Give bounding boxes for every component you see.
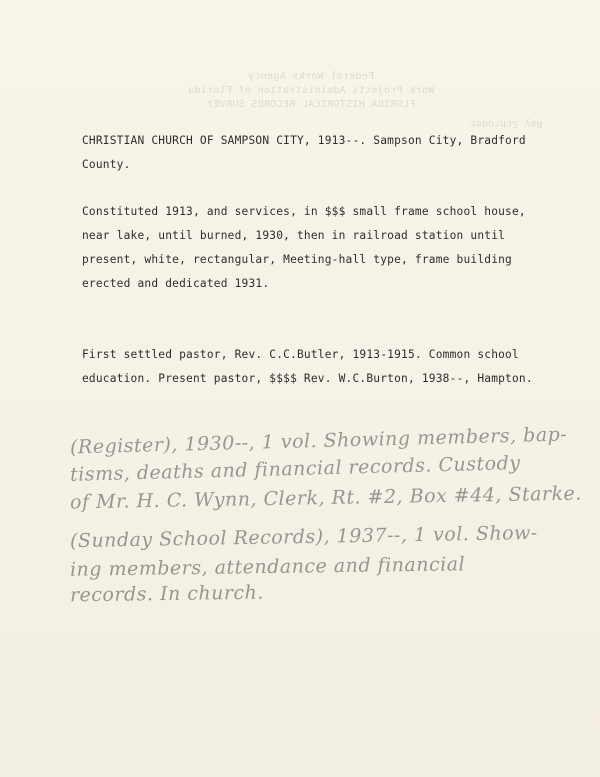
bleed-through-name: Roy Schroder [470, 118, 543, 129]
para3-line-1: First settled pastor, Rev. C.C.Butler, 1913-1915. Common school [82, 348, 519, 361]
handwritten-line-6: records. In church. [69, 581, 265, 607]
para2-line-2: near lake, until burned, 1930, then in railroad station until [82, 229, 506, 242]
para2-line-1: Constituted 1913, and services, in $$$ small frame school house, [82, 205, 526, 218]
para2-line-3: present, white, rectangular, Meeting-hall type, frame building [82, 253, 512, 266]
handwritten-line-4: (Sunday School Records), 1937--, 1 vol. Show- [69, 521, 538, 553]
bleed-line-1: Federal Works Agency [247, 71, 375, 82]
para2-line-4: erected and dedicated 1931. [82, 277, 270, 290]
heading-line-2: County. [82, 158, 131, 171]
bleed-line-3: FLORIDA HISTORICAL RECORDS SURVEY [206, 99, 416, 110]
heading-line-1: CHRISTIAN CHURCH OF SAMPSON CITY, 1913--. Sampson City, Bradford [82, 134, 526, 147]
bleed-through-letterhead [176, 70, 446, 112]
handwritten-line-3: of Mr. H. C. Wynn, Clerk, Rt. #2, Box #44, Starke. [69, 482, 583, 514]
handwritten-line-2: tisms, deaths and financial records. Custody [69, 452, 521, 486]
handwritten-line-1: (Register), 1930--, 1 vol. Showing members, bap- [69, 423, 568, 459]
handwritten-line-5: ing members, attendance and financial [69, 553, 466, 581]
bleed-line-2: Work Projects Administration of Florida [187, 85, 435, 96]
para3-line-2: education. Present pastor, $$$$ Rev. W.C.Burton, 1938--, Hampton. [82, 372, 533, 385]
